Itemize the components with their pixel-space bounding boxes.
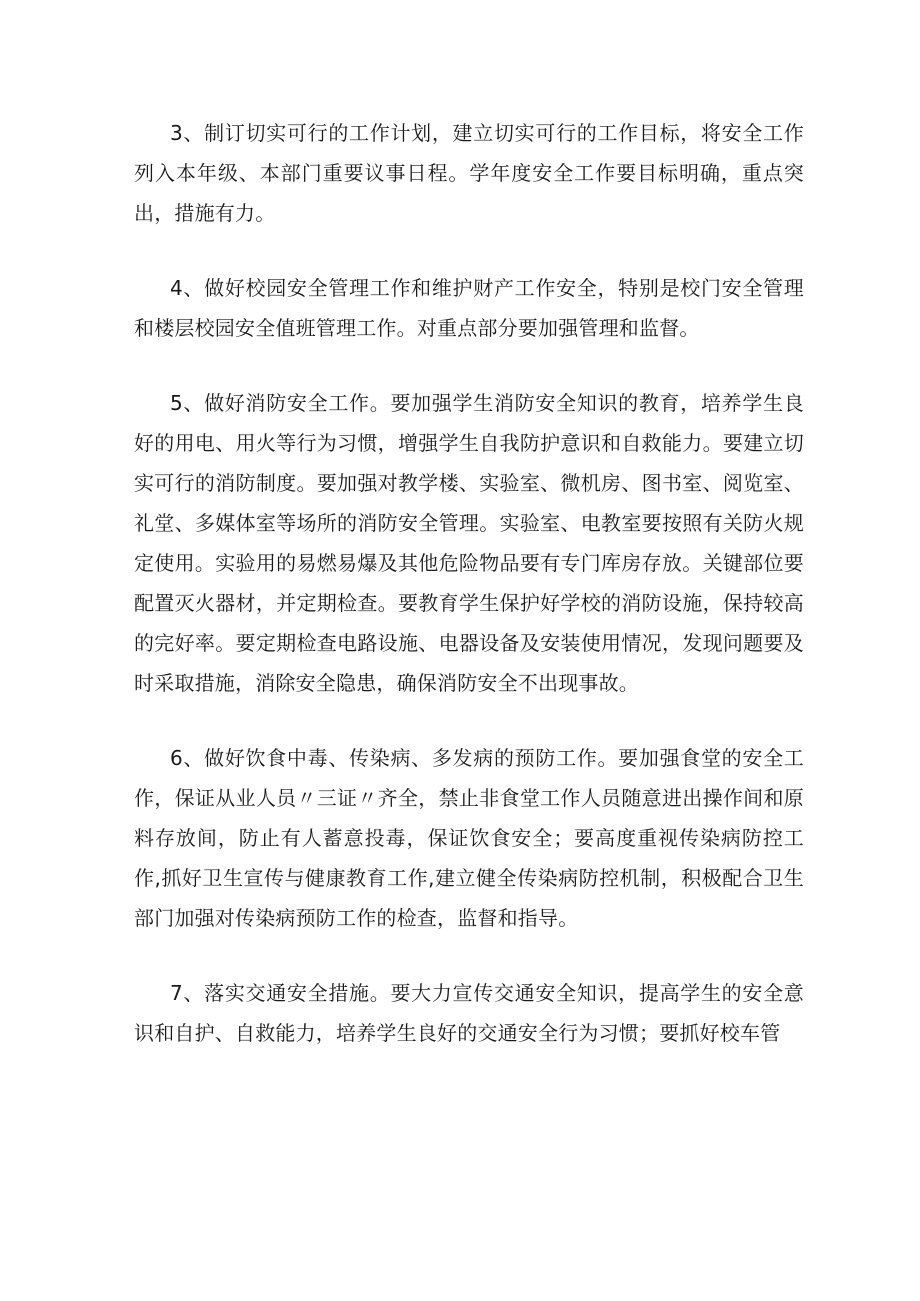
paragraph-item-3: 3、制订切实可行的工作计划，建立切实可行的工作目标，将安全工作列入本年级、本部门重要议事日程。学年度安全工作要目标明确，重点突出，措施有力。 (134, 121, 804, 225)
paragraph-item-6: 6、做好饮食中毒、传染病、多发病的预防工作。要加强食堂的安全工作，保证从业人员〃三证〃齐全，禁止非食堂工作人员随意进出操作间和原料存放间，防止有人蓄意投毒，保证饮食安全；要高度重视传染病防控工作,抓好卫生宣传与健康教育工作,建立健全传染病防控机制，积极配合卫生部门加强对传染病预防工作的检查，监督和指导。 (134, 746, 804, 930)
paragraph-item-7: 7、落实交通安全措施。要大力宣传交通安全知识，提高学生的安全意识和自护、自救能力，培养学生良好的交通安全行为习惯；要抓好校车管 (134, 981, 804, 1045)
paragraph-item-4: 4、做好校园安全管理工作和维护财产工作安全，特别是校门安全管理和楼层校园安全值班管理工作。对重点部分要加强管理和监督。 (134, 276, 804, 340)
document-body (134, 113, 804, 1088)
paragraph-item-5: 5、做好消防安全工作。要加强学生消防安全知识的教育，培养学生良好的用电、用火等行为习惯，增强学生自我防护意识和自救能力。要建立切实可行的消防制度。要加强对教学楼、实验室、微机房、图书室、阅览室、礼堂、多媒体室等场所的消防安全管理。实验室、电教室要按照有关防火规定使用。实验用的易燃易爆及其他危险物品要有专门库房存放。关键部位要配置灭火器材，并定期检查。要教育学生保护好学校的消防设施，保持较高的完好率。要定期检查电路设施、电器设备及安装使用情况，发现问题要及时采取措施，消除安全隐患，确保消防安全不出现事故。 (134, 391, 804, 695)
